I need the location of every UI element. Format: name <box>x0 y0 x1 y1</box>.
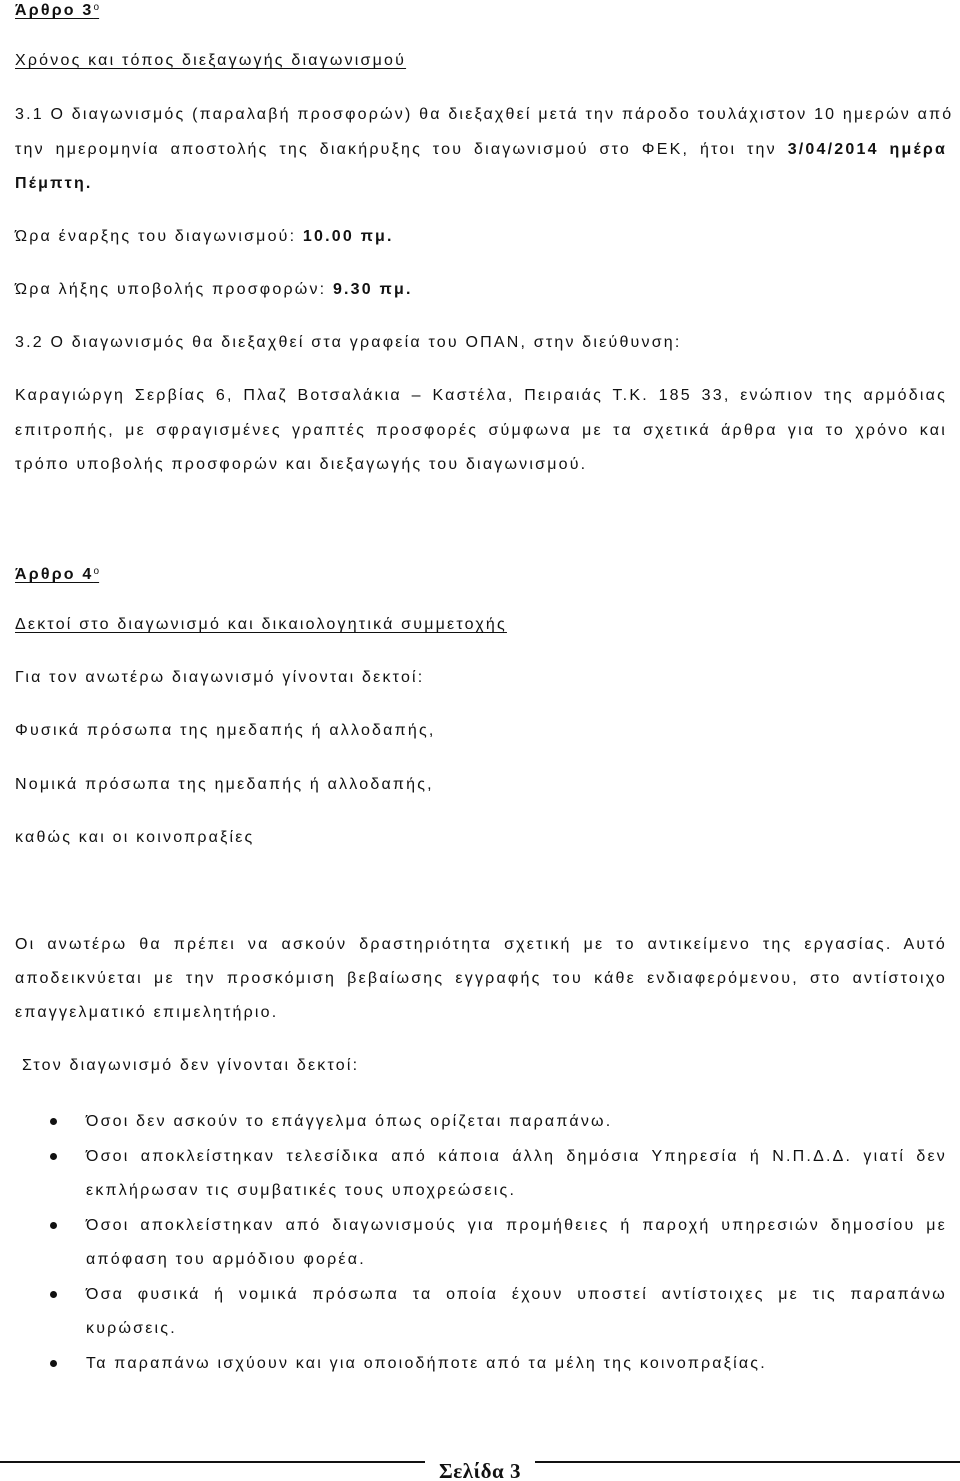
activity-paragraph-line: Οι ανωτέρω θα πρέπει να ασκούν δραστηριότητα σχετική με το αντικείμενο της εργασίας. Αυτό <box>15 936 947 953</box>
accepted-item: Φυσικά πρόσωπα της ημεδαπής ή αλλοδαπής, <box>15 722 436 739</box>
accepted-item: καθώς και οι κοινοπραξίες <box>15 829 255 846</box>
article-3-paragraph-1-line: την ημερομηνία αποστολής της διακήρυξης του διαγωνισμού στο ΦΕΚ, ήτοι την 3/04/2014 ημέρα <box>15 141 948 158</box>
not-accepted-intro: Στον διαγωνισμό δεν γίνονται δεκτοί: <box>22 1057 360 1074</box>
accepted-intro: Για τον ανωτέρω διαγωνισμό γίνονται δεκτοί: <box>15 669 425 686</box>
not-accepted-item-continuation: εκπλήρωσαν τις συμβατικές τους υποχρεώσεις. <box>86 1182 517 1199</box>
page-number-label: Σελίδα 3 <box>425 1459 535 1481</box>
bullet-icon <box>50 1118 57 1125</box>
article-3-paragraph-1-line: 3.1 Ο διαγωνισμός (παραλαβή προσφορών) θα διεξαχθεί μετά την πάροδο τουλάχιστον 10 ημερών από <box>15 106 954 123</box>
page-number <box>0 1458 960 1481</box>
article-3-paragraph-2-line: τρόπο υποβολής προσφορών και διεξαγωγής του διαγωνισμού. <box>15 456 588 473</box>
bullet-icon <box>50 1222 57 1229</box>
article-3-subtitle: Χρόνος και τόπος διεξαγωγής διαγωνισμού <box>15 52 407 69</box>
not-accepted-item-continuation: κυρώσεις. <box>86 1320 177 1337</box>
activity-paragraph-line: αποδεικνύεται με την προσκόμιση βεβαίωσης εγγραφής του κάθε ενδιαφερόμενου, στο αντίστοιχο <box>15 970 947 987</box>
article-4-subtitle: Δεκτοί στο διαγωνισμό και δικαιολογητικά συμμετοχής <box>15 616 507 633</box>
bullet-icon <box>50 1153 57 1160</box>
article-3-paragraph-2-line: 3.2 Ο διαγωνισμός θα διεξαχθεί στα γραφεία του ΟΠΑΝ, στην διεύθυνση: <box>15 334 682 351</box>
not-accepted-item: Τα παραπάνω ισχύουν και για οποιοδήποτε από τα μέλη της κοινοπραξίας. <box>86 1355 767 1372</box>
not-accepted-item-continuation: απόφαση του αρμόδιου φορέα. <box>86 1251 366 1268</box>
accepted-item: Νομικά πρόσωπα της ημεδαπής ή αλλοδαπής, <box>15 776 434 793</box>
article-3-paragraph-2-line: επιτροπής, με σφραγισμένες γραπτές προσφορές σύμφωνα με τα σχετικά άρθρα για το χρόνο και <box>15 422 947 439</box>
article-3-heading: Άρθρο $3^o$ <box>15 2 100 19</box>
start-time-value: 10.00 πμ. <box>302 228 394 245</box>
tender-date: 3/04/2014 ημέρα <box>787 141 948 158</box>
not-accepted-item: Όσοι αποκλείστηκαν από διαγωνισμούς για προμήθειες ή παροχή υπηρεσιών δημοσίου με <box>86 1217 947 1234</box>
tender-weekday: Πέμπτη. <box>15 175 93 192</box>
article-3-address-line: Καραγιώργη Σερβίας 6, Πλαζ Βοτσαλάκια – Καστέλα, Πειραιάς Τ.Κ. 185 33, ενώπιον της αρμόδιας <box>15 387 947 404</box>
end-time-value: 9.30 πμ. <box>332 281 413 298</box>
activity-paragraph-line: επαγγελματικό επιμελητήριο. <box>15 1004 279 1021</box>
not-accepted-item: Όσοι δεν ασκούν το επάγγελμα όπως ορίζεται παραπάνω. <box>86 1113 613 1130</box>
not-accepted-item: Όσοι αποκλείστηκαν τελεσίδικα από κάποια άλλη δημόσια Υπηρεσία ή Ν.Π.Δ.Δ. γιατί δεν <box>86 1148 947 1165</box>
article-4-heading: Άρθρο $4^o$ <box>15 566 100 583</box>
end-time-line: Ώρα λήξης υποβολής προσφορών: 9.30 πμ. <box>15 281 413 298</box>
bullet-icon <box>50 1291 57 1298</box>
start-time-line: Ώρα έναρξης του διαγωνισμού: 10.00 πμ. <box>15 228 394 245</box>
not-accepted-item: Όσα φυσικά ή νομικά πρόσωπα τα οποία έχουν υποστεί αντίστοιχες με τις παραπάνω <box>86 1286 947 1303</box>
bullet-icon <box>50 1360 57 1367</box>
